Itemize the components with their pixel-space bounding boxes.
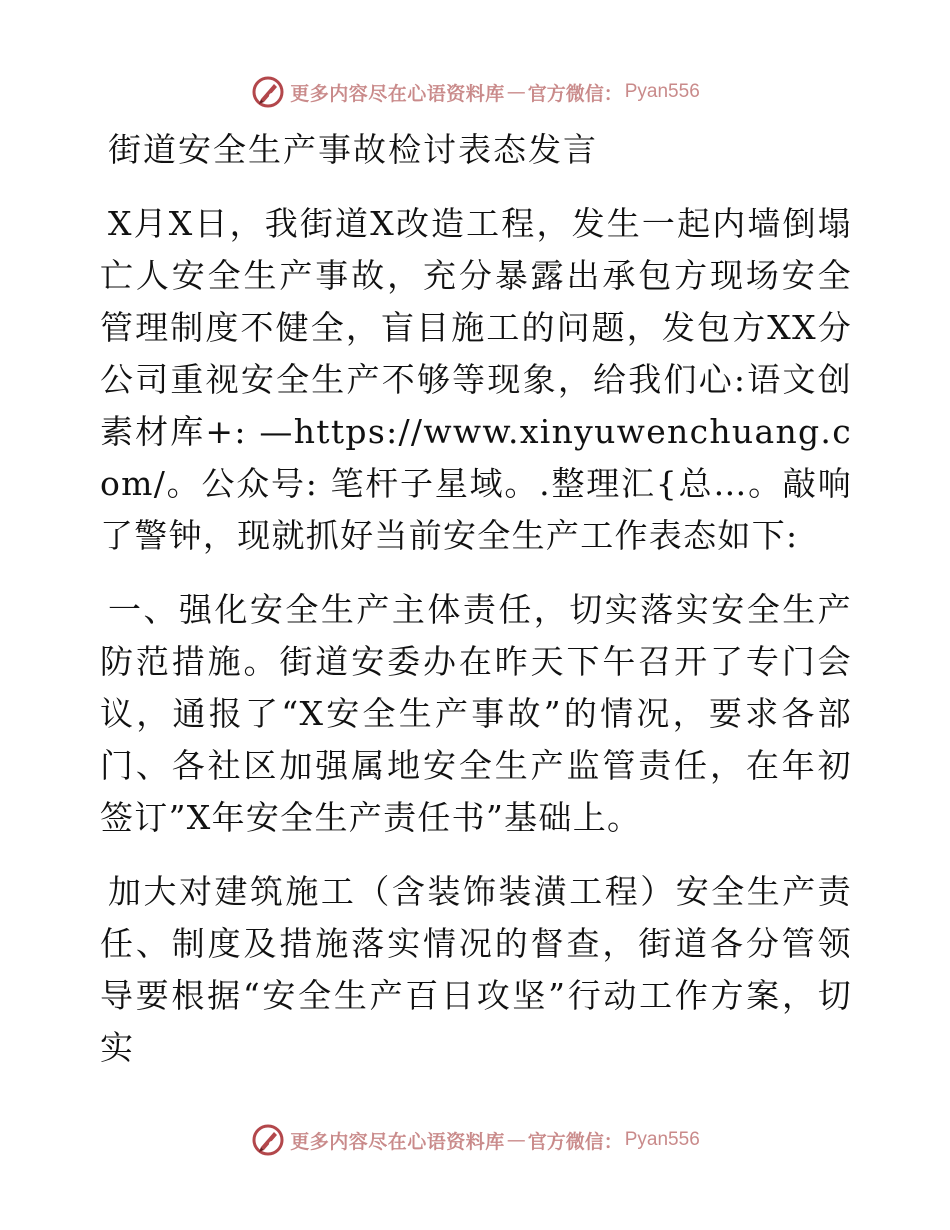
document-body	[100, 122, 852, 1096]
banner-site-text: 更多内容尽在心语资料库	[290, 1130, 505, 1153]
banner-separator: —	[506, 81, 526, 103]
banner-separator: —	[506, 1129, 526, 1151]
paragraph-intro: X月X日，我街道X改造工程，发生一起内墙倒塌亡人安全生产事故，充分暴露出承包方现场安全管理制度不健全，盲目施工的问题，发包方XX分公司重视安全生产不够等现象，给我们心:语文创素材库+: —https://www.xinyuwenchuang.com/。公众号: 笔杆子星域。.整理汇{总…。敲响了警钟，现就抓好当前安全生产工作表态如下:	[100, 204, 852, 555]
footer-banner	[0, 1120, 950, 1160]
banner-site-text: 更多内容尽在心语资料库	[290, 82, 505, 105]
banner-wechat-id: Pyan556	[624, 81, 700, 102]
banner-wechat-id: Pyan556	[624, 1129, 700, 1150]
banner-wechat-label: 官方微信：	[527, 1130, 623, 1153]
banner-wechat-label: 官方微信：	[527, 82, 623, 105]
pen-logo-icon	[250, 1122, 286, 1158]
paragraph-supervision: 加大对建筑施工（含装饰装潢工程）安全生产责任、制度及措施落实情况的督查，街道各分管领导要根据“安全生产百日攻坚”行动工作方案，切实	[100, 872, 852, 1067]
header-banner	[0, 72, 950, 112]
document-title: 街道安全生产事故检讨表态发言	[108, 130, 598, 169]
paragraph-section-one: 一、强化安全生产主体责任，切实落实安全生产防范措施。街道安委办在昨天下午召开了专门会议，通报了“X安全生产事故”的情况，要求各部门、各社区加强属地安全生产监管责任，在年初签订”X年安全生产责任书”基础上。	[100, 590, 852, 837]
pen-logo-icon	[250, 74, 286, 110]
